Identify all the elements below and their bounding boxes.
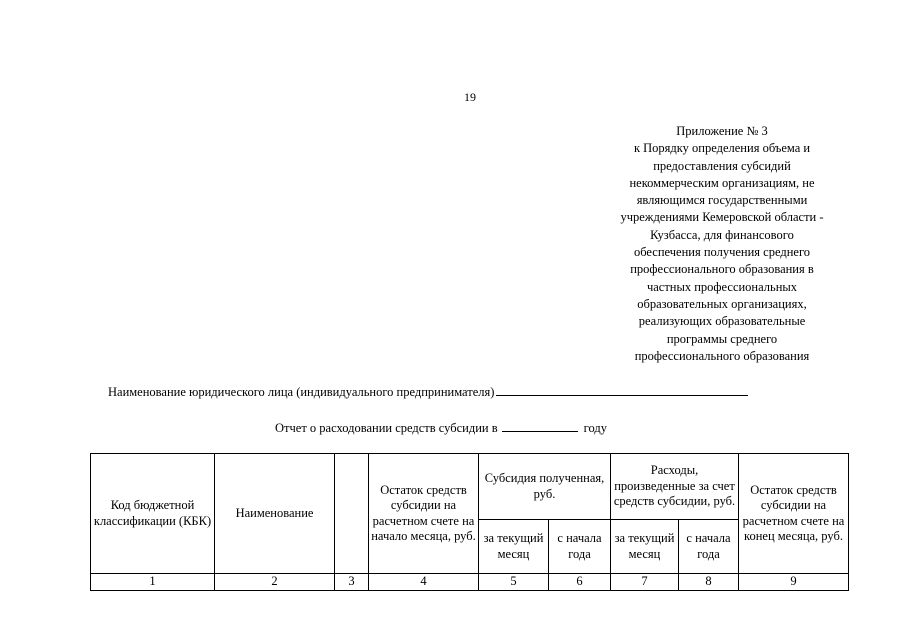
report-title-text: Отчет о расходовании средств субсидии в [275,421,498,435]
header-col3 [335,454,369,574]
column-number: 2 [215,574,335,591]
appendix-line: профессионального образования [634,348,810,363]
header-expenses-current-month: за текущий месяц [611,520,679,574]
column-number: 1 [91,574,215,591]
header-balance-end: Остаток средств субсидии на расчетном счете на конец месяца, руб. [739,454,849,574]
header-subsidy-received: Субсидия полученная, руб. [479,454,611,520]
header-name: Наименование [215,454,335,574]
header-expenses-year-start: с начала года [679,520,739,574]
appendix-line: Приложение № 3 [676,124,768,138]
report-year-blank[interactable] [502,419,578,432]
page-number: 19 [464,90,476,104]
appendix-line: образовательных организациях, [637,296,807,311]
column-number: 8 [679,574,739,591]
appendix-line: программы среднего [666,331,778,346]
column-number: 9 [739,574,849,591]
report-table [90,453,849,591]
column-number: 4 [369,574,479,591]
header-subsidy-year-start: с начала года [549,520,611,574]
appendix-line: обеспечения получения среднего [633,245,811,260]
appendix-line: предоставления субсидий [653,158,791,173]
entity-name-line [108,382,848,400]
appendix-line: профессионального образования в [630,262,814,277]
appendix-line: реализующих образовательные [638,314,806,329]
column-number: 5 [479,574,549,591]
entity-name-blank[interactable] [496,382,748,396]
appendix-line: являющимся государственными [636,193,808,208]
appendix-line: частных профессиональных [646,279,798,294]
header-balance-start: Остаток средств субсидии на расчетном счете на начало месяца, руб. [369,454,479,574]
column-number: 6 [549,574,611,591]
header-kbk: Код бюджетной классификации (КБК) [91,454,215,574]
appendix-line: учреждениями Кемеровской области - [620,210,824,225]
header-expenses: Расходы, произведенные за счет средств субсидии, руб. [611,454,739,520]
entity-name-label: Наименование юридического лица (индивидуального предпринимателя) [108,385,495,399]
report-title [275,419,695,436]
report-title-suffix: году [583,421,607,435]
appendix-header [596,123,848,365]
header-subsidy-current-month: за текущий месяц [479,520,549,574]
column-number: 7 [611,574,679,591]
appendix-line: Кузбасса, для финансового [650,227,794,242]
appendix-line: некоммерческим организациям, не [629,175,815,190]
column-number-row [91,574,849,591]
column-number: 3 [335,574,369,591]
appendix-line: к Порядку определения объема и [633,141,811,156]
